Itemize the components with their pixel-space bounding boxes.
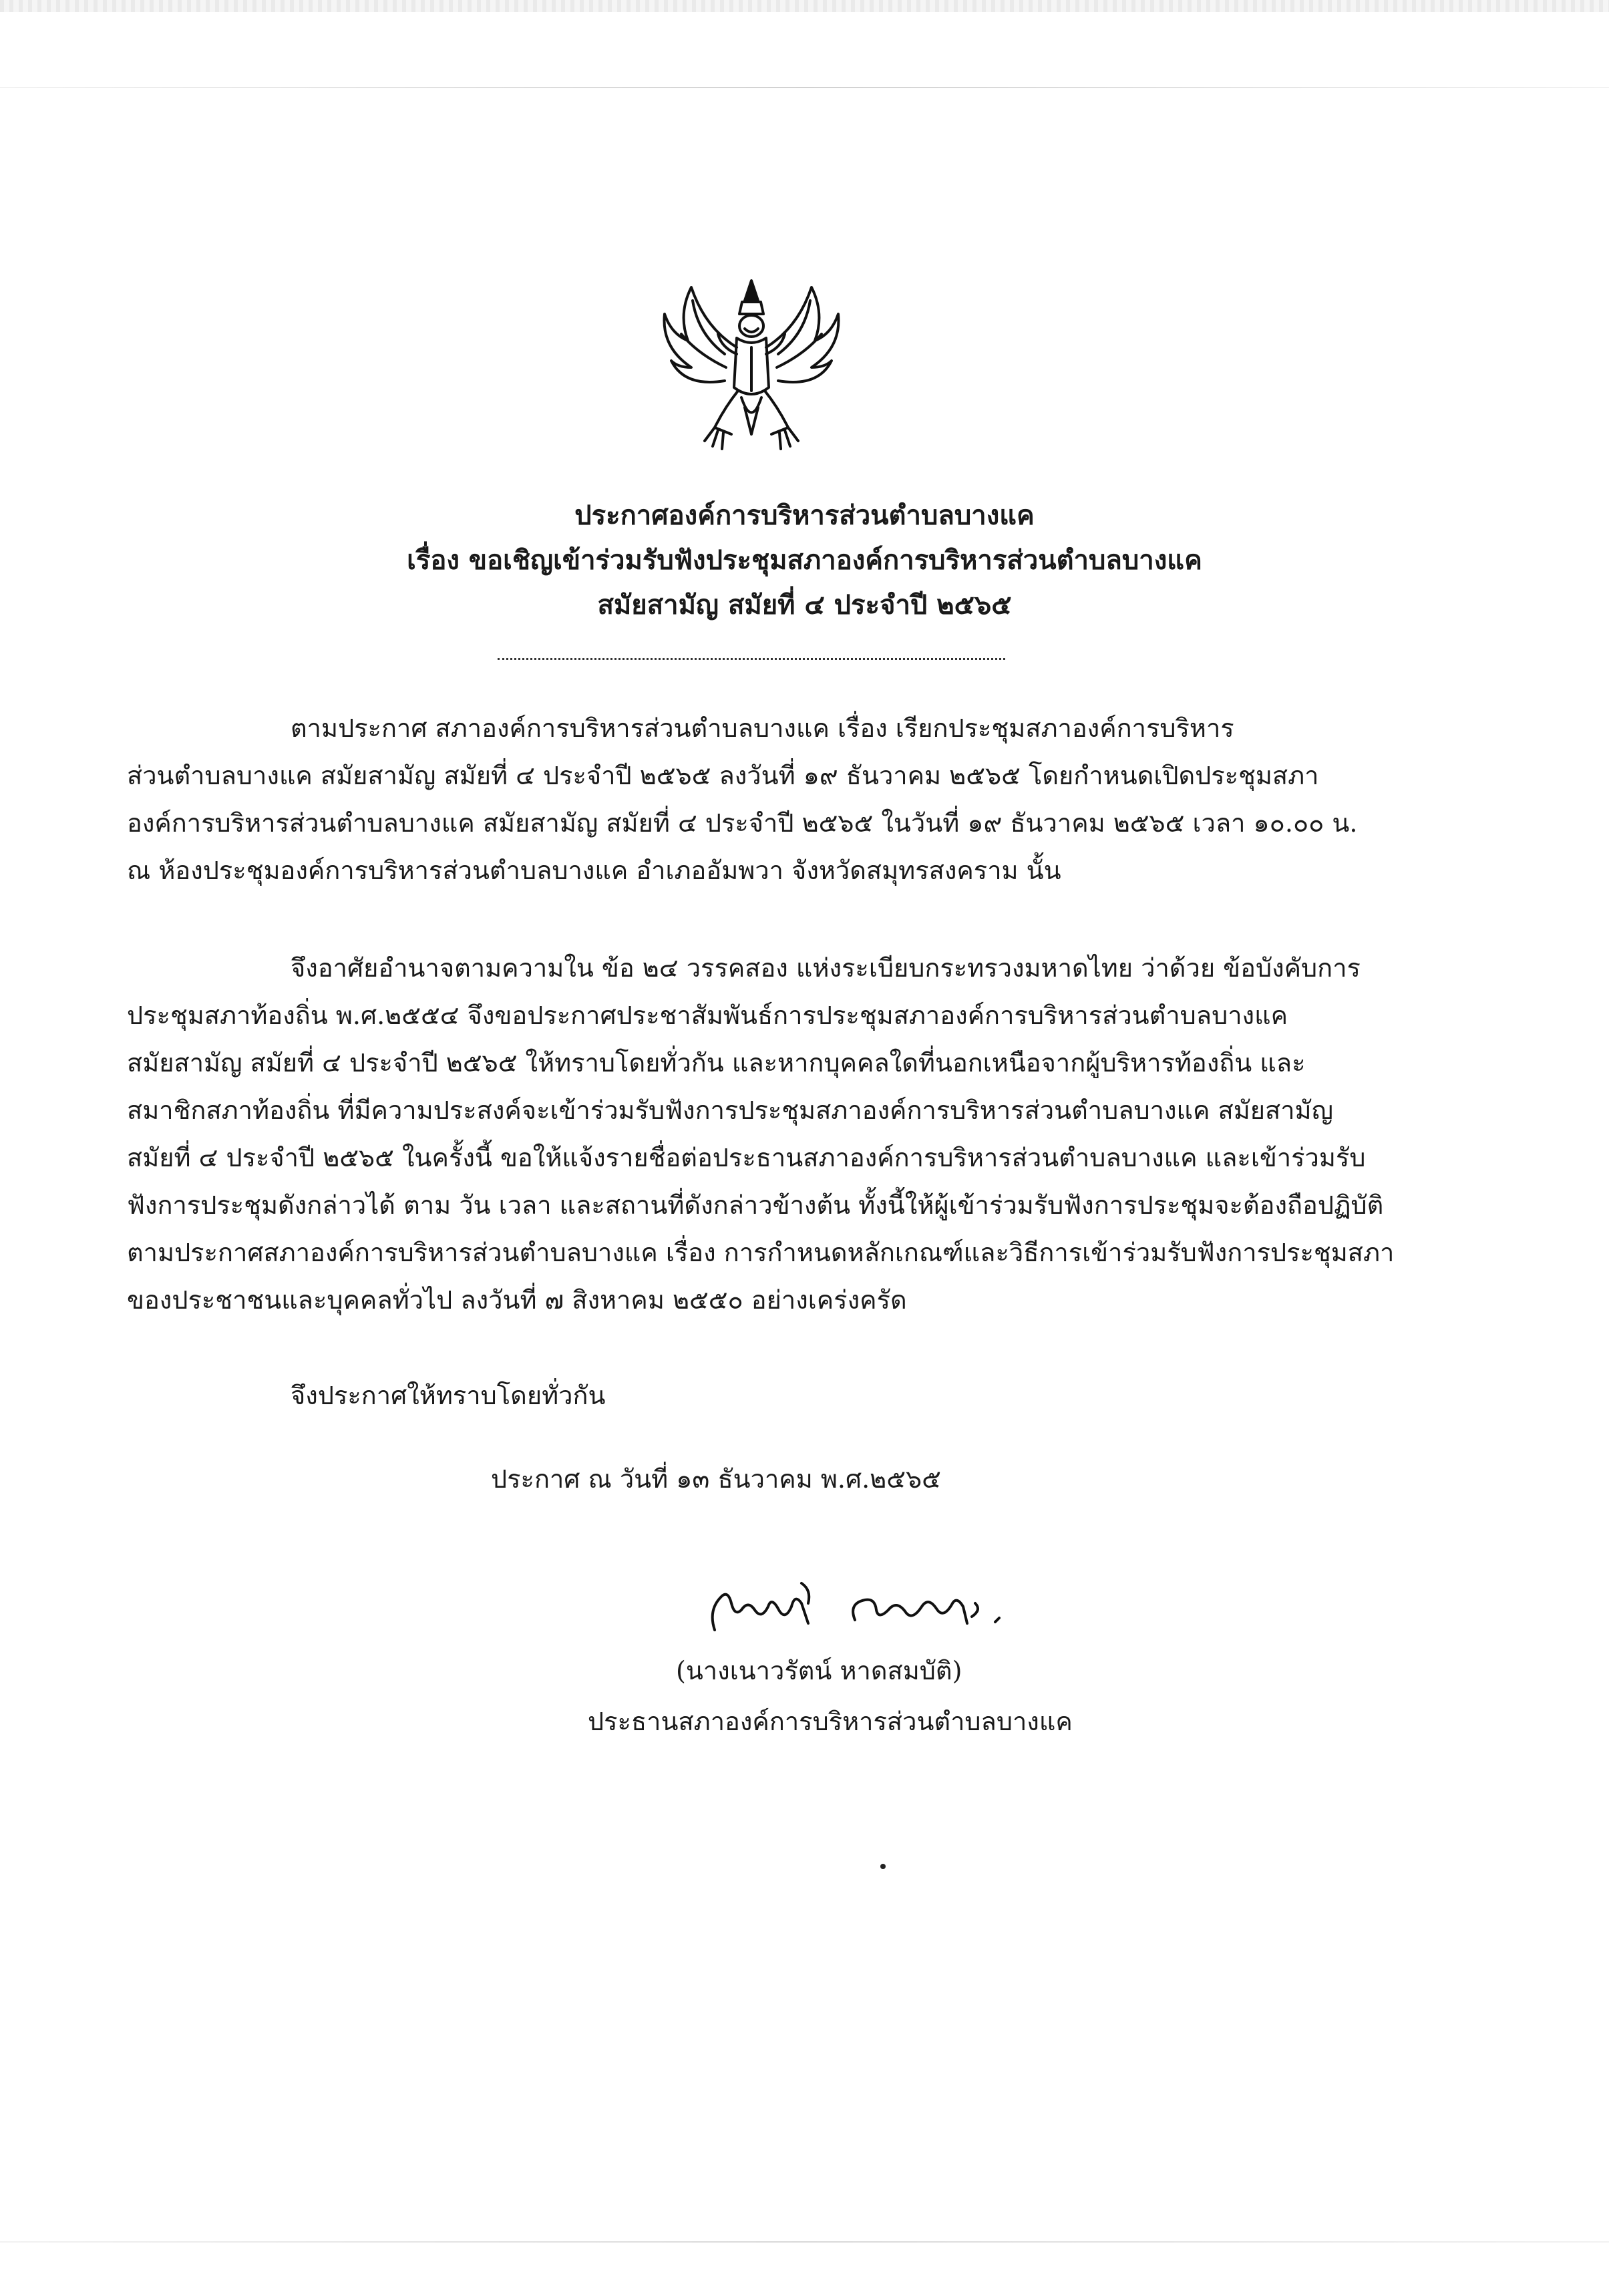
signatory-name: (นางเนาวรัตน์ หาดสมบัติ) <box>676 1656 962 1685</box>
paragraph-line: ประชุมสภาท้องถิ่น พ.ศ.๒๕๕๔ จึงขอประกาศประชาสัมพันธ์การประชุมสภาองค์การบริหารส่วนตำบลบางแค <box>127 1001 1288 1030</box>
announcement-date: ประกาศ ณ วันที่ ๑๓ ธันวาคม พ.ศ.๒๕๖๕ <box>491 1464 941 1494</box>
paragraph-line: ตามประกาศ สภาองค์การบริหารส่วนตำบลบางแค เรื่อง เรียกประชุมสภาองค์การบริหาร <box>291 713 1234 743</box>
signatory-title: ประธานสภาองค์การบริหารส่วนตำบลบางแค <box>588 1707 1073 1736</box>
paragraph-line: สมาชิกสภาท้องถิ่น ที่มีความประสงค์จะเข้าร่วมรับฟังการประชุมสภาองค์การบริหารส่วนตำบลบางแค สมัยสามัญ <box>127 1096 1333 1125</box>
scan-edge-band <box>0 0 1609 12</box>
paragraph-1 <box>127 705 1416 894</box>
announcement-subject: เรื่อง ขอเชิญเข้าร่วมรับฟังประชุมสภาองค์การบริหารส่วนตำบลบางแค <box>407 544 1202 576</box>
announcement-title: ประกาศองค์การบริหารส่วนตำบลบางแค <box>574 500 1035 531</box>
paragraph-2 <box>127 945 1416 1324</box>
announcement-session: สมัยสามัญ สมัยที่ ๔ ประจำปี ๒๕๖๕ <box>597 589 1012 621</box>
paragraph-line: ของประชาชนและบุคคลทั่วไป ลงวันที่ ๗ สิงหาคม ๒๕๕๐ อย่างเคร่งครัด <box>127 1285 907 1315</box>
paragraph-line: ตามประกาศสภาองค์การบริหารส่วนตำบลบางแค เรื่อง การกำหนดหลักเกณฑ์และวิธีการเข้าร่วมรับฟังการประชุมสภา <box>127 1238 1395 1267</box>
heading-divider <box>498 658 1005 660</box>
paragraph-line: องค์การบริหารส่วนตำบลบางแค สมัยสามัญ สมัยที่ ๔ ประจำปี ๒๕๖๕ ในวันที่ ๑๙ ธันวาคม ๒๕๖๕ เวลา ๑๐.๐๐ น. <box>127 808 1358 838</box>
scan-edge-top <box>0 87 1609 88</box>
paragraph-line: ส่วนตำบลบางแค สมัยสามัญ สมัยที่ ๔ ประจำปี ๒๕๖๕ ลงวันที่ ๑๙ ธันวาคม ๒๕๖๕ โดยกำหนดเปิดประชุมสภา <box>127 761 1319 790</box>
garuda-emblem-icon <box>651 274 852 461</box>
paragraph-line: จึงอาศัยอำนาจตามความใน ข้อ ๒๔ วรรคสอง แห่งระเบียบกระทรวงมหาดไทย ว่าด้วย ข้อบังคับการ <box>291 953 1361 983</box>
paragraph-line: ณ ห้องประชุมองค์การบริหารส่วนตำบลบางแค อำเภออัมพวา จังหวัดสมุทรสงคราม นั้น <box>127 856 1061 885</box>
paragraph-line: ฟังการประชุมดังกล่าวได้ ตาม วัน เวลา และสถานที่ดังกล่าวข้างต้น ทั้งนี้ให้ผู้เข้าร่วมรับฟังการประชุมจะต้องถือปฏิบัติ <box>127 1190 1384 1220</box>
closing-statement: จึงประกาศให้ทราบโดยทั่วกัน <box>291 1381 606 1410</box>
handwritten-signature <box>701 1570 1015 1650</box>
scan-speck <box>880 1864 886 1869</box>
scan-edge-bottom <box>0 2241 1609 2243</box>
paragraph-line: สมัยสามัญ สมัยที่ ๔ ประจำปี ๒๕๖๕ ให้ทราบโดยทั่วกัน และหากบุคคลใดที่นอกเหนือจากผู้บริหารท้องถิ่น และ <box>127 1048 1306 1078</box>
paragraph-line: สมัยที่ ๔ ประจำปี ๒๕๖๕ ในครั้งนี้ ขอให้แจ้งรายชื่อต่อประธานสภาองค์การบริหารส่วนตำบลบางแค และเข้าร่วมรับ <box>127 1143 1366 1172</box>
